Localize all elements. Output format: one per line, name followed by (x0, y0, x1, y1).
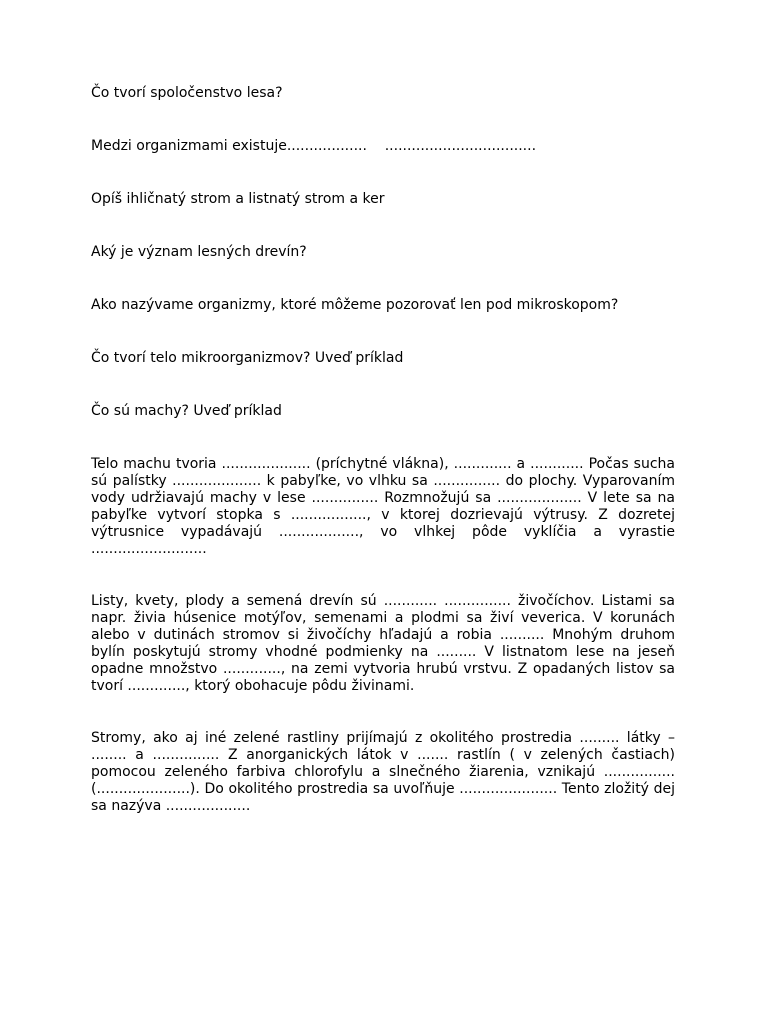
paragraph-photosynthesis: Stromy, ako aj iné zelené rastliny prijímajú z okolitého prostredia ......... látky – ........ a ............... Z anorganických látok v ....... rastlín ( v zelených častiach) pomocou zeleného farbiva chlorofylu a slnečného žiarenia, vznikajú ................ (.....................). Do okolitého prostredia sa uvoľňuje ...................... Tento zložitý dej sa nazýva ................... (91, 730, 675, 814)
question-microorganism-body: Čo tvorí telo mikroorganizmov? Uveď príklad (91, 350, 404, 366)
question-forest-community: Čo tvorí spoločenstvo lesa? (91, 85, 283, 101)
paragraph-tree-parts: Listy, kvety, plody a semená drevín sú ............ ............... živočíchov. Listami sa napr. živia húsenice motýľov, semenami a plodmi sa živí veverica. V korunách alebo v dutinách stromov si živočíchy hľadajú a robia .......... Mnohým druhom bylín poskytujú stromy vhodné podmienky na ......... V listnatom lese na jeseň opadne množstvo ............., na zemi vytvoria hrubú vrstvu. Z opadaných listov sa tvorí ............., ktorý obohacuje pôdu živinami. (91, 593, 675, 694)
question-mosses: Čo sú machy? Uveď príklad (91, 403, 282, 419)
question-tree-importance: Aký je význam lesných drevín? (91, 244, 307, 260)
question-microscopic-organisms: Ako nazývame organizmy, ktoré môžeme pozorovať len pod mikroskopom? (91, 297, 619, 313)
question-describe-trees: Opíš ihličnatý strom a listnatý strom a ker (91, 191, 385, 207)
paragraph-moss-body: Telo machu tvoria .................... (príchytné vlákna), ............. a ............ Počas sucha sú palístky .................... k pabyľke, vo vlhku sa ............... do plochy. Vyparovaním vody udržiavajú machy v lese ............... Rozmnožujú sa ................... V lete sa na pabyľke vytvorí stopka s ................., v ktorej dozrievajú výtrusy. Z dozretej výtrusnice vypadávajú .................., vo vlhkej pôde vyklíčia a vyrastie .......................... (91, 456, 675, 557)
question-relationships: Medzi organizmami existuje.................. .................................. (91, 138, 537, 154)
